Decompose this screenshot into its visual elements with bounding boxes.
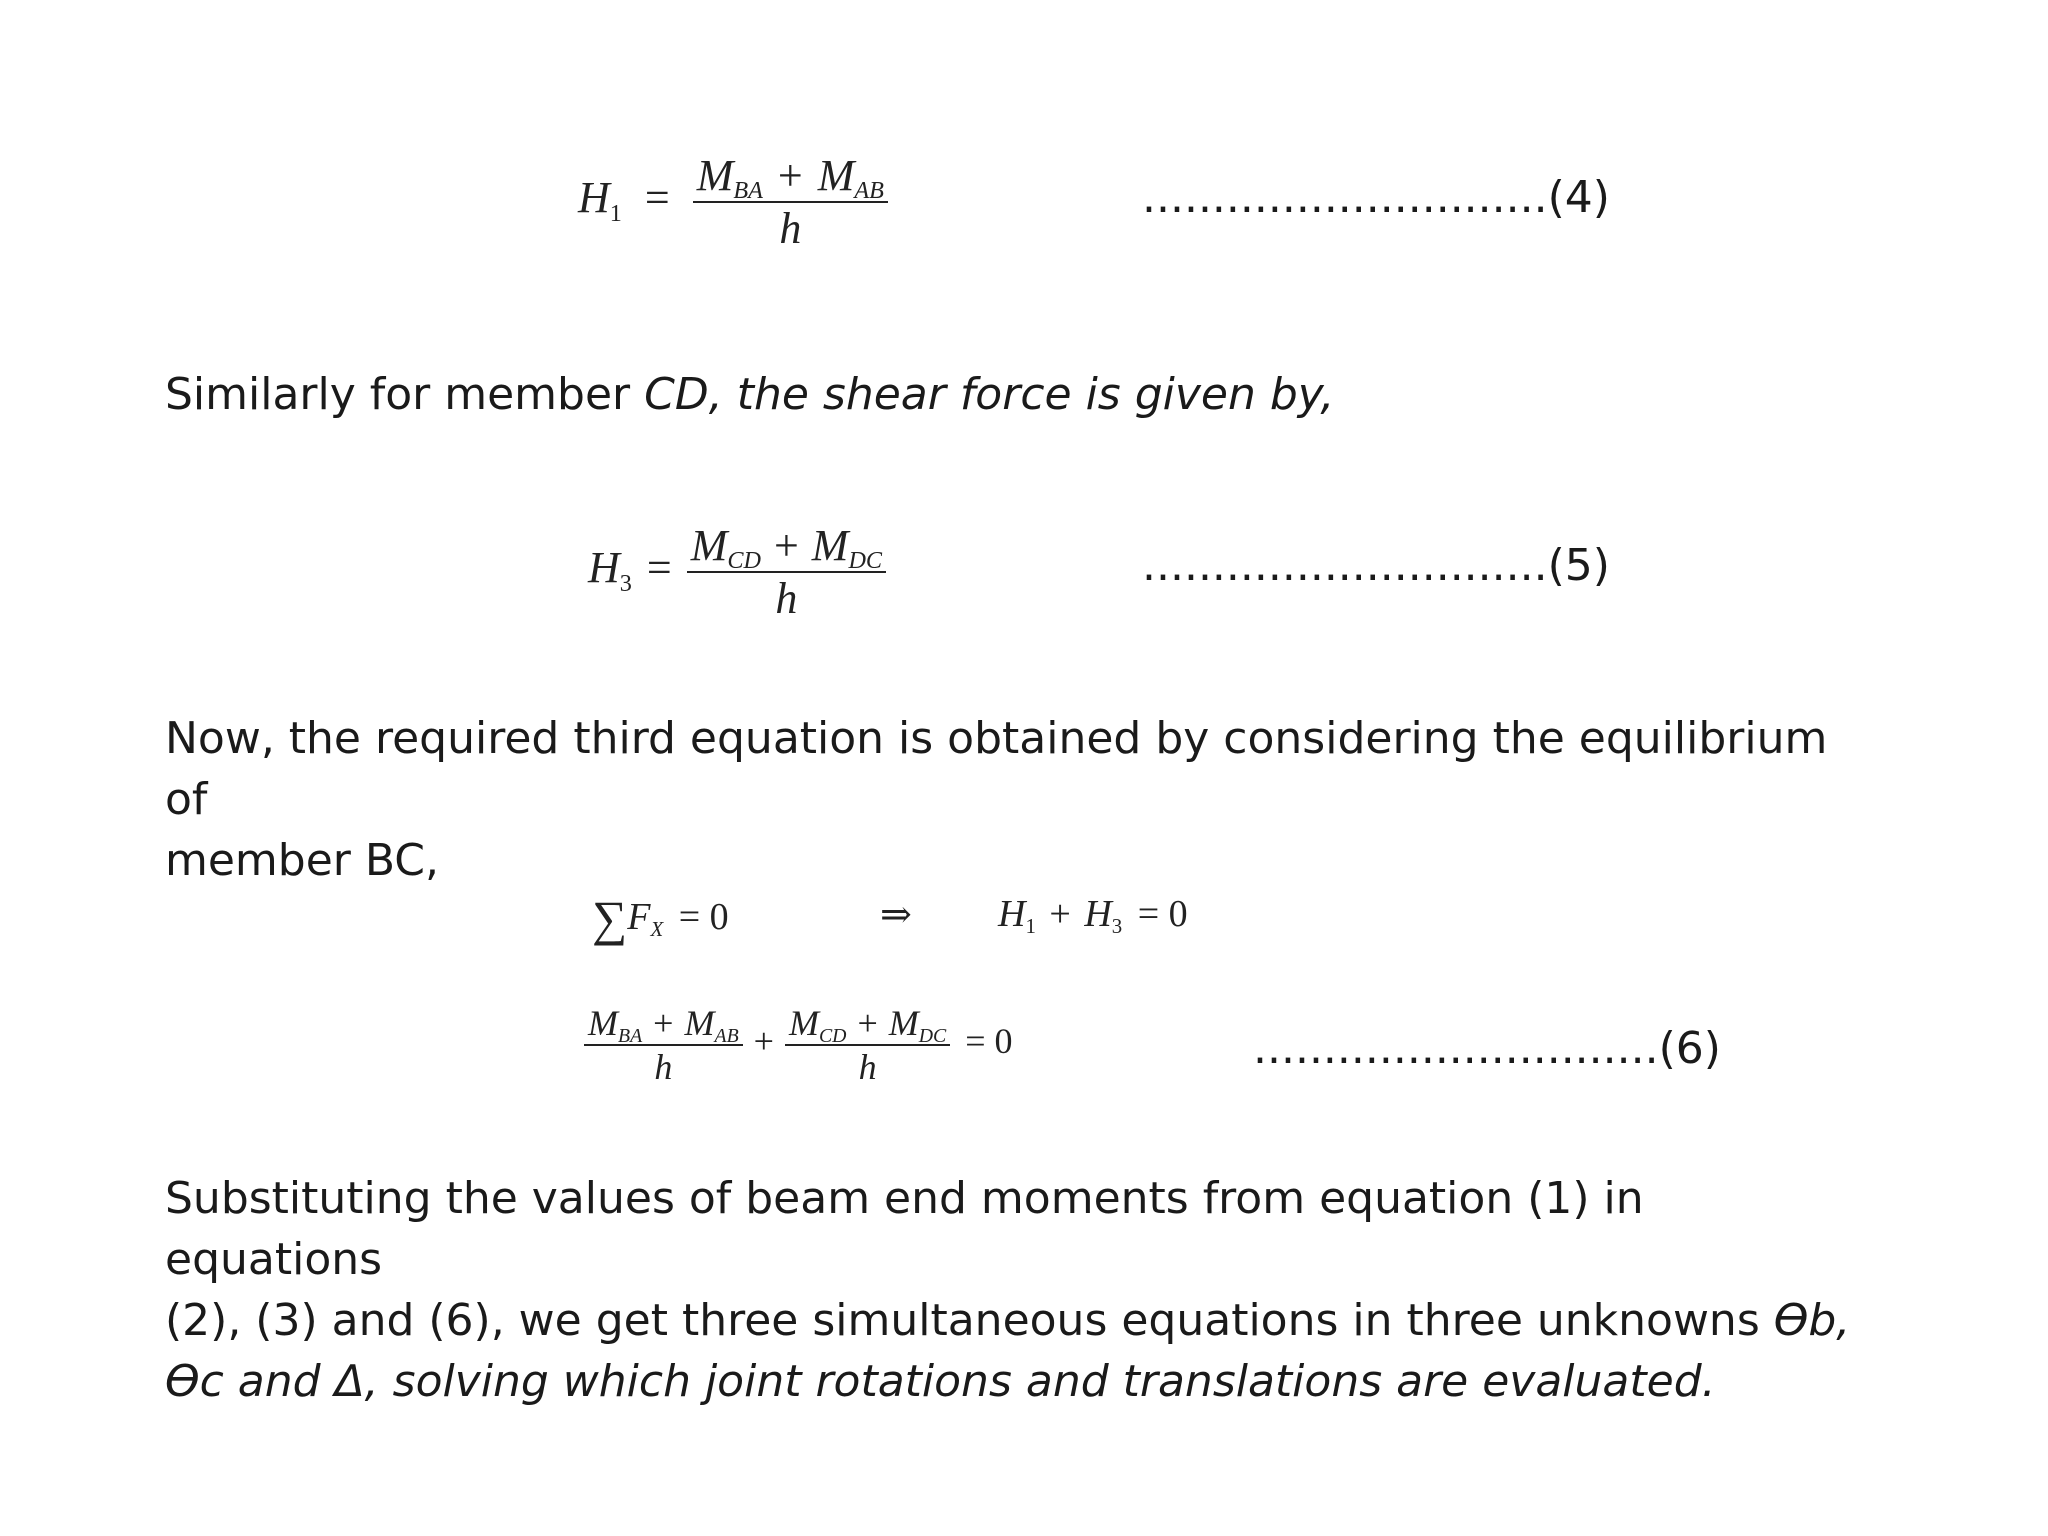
eq6-label: .............................(6) [1253, 1023, 1721, 1074]
similarly-paragraph: Similarly for member CD, the shear force is given by, [165, 369, 1335, 420]
eq5-equals: = [646, 543, 672, 593]
eq5-lhs: H [588, 543, 620, 593]
equation-6 [584, 1002, 1013, 1088]
eq5-denominator: h [775, 574, 798, 623]
eq4-equals: = [644, 173, 670, 223]
eq4-numerator: MBA + MAB [693, 150, 888, 203]
equation-4 [578, 150, 888, 254]
eq6-fraction-2: $\frac{\text{MCD + MDC}}{h}$ [785, 1002, 950, 1088]
eq5-fraction [687, 520, 886, 624]
eq5-numerator: MCD + MDC [687, 520, 886, 573]
sum-fx-equation: ∑FX = 0 [592, 891, 729, 946]
eq4-lhs-sub: 1 [609, 199, 622, 227]
equation-5 [588, 520, 886, 624]
sigma-symbol: ∑ [592, 891, 628, 946]
eq6-plus: + [753, 1021, 774, 1062]
now-paragraph: Now, the required third equation is obtained by considering the equilibrium of member BC, [165, 713, 1828, 886]
eq4-label: .............................(4) [1142, 172, 1610, 223]
implies-arrow: ⇒ [880, 894, 912, 936]
h1-plus-h3-equation: H1 + H3 = 0 [998, 893, 1188, 939]
eq5-label: .............................(5) [1142, 540, 1610, 591]
eq4-denominator: h [779, 204, 802, 253]
substituting-paragraph: Substituting the values of beam end moments from equation (1) in equations (2), (3) and (6), we get three simultaneous equations in three unknowns Ɵb, Ɵc and Δ, solving which joint rotations and translations are evaluated. [165, 1173, 1851, 1407]
eq6-fraction-1: $\frac{\text{MBA + MAB}}{h}$ [584, 1002, 743, 1088]
eq5-lhs-sub: 3 [619, 569, 632, 597]
eq6-rhs: = 0 [965, 1021, 1013, 1062]
eq4-lhs: H [578, 173, 610, 223]
eq4-fraction [693, 150, 888, 254]
